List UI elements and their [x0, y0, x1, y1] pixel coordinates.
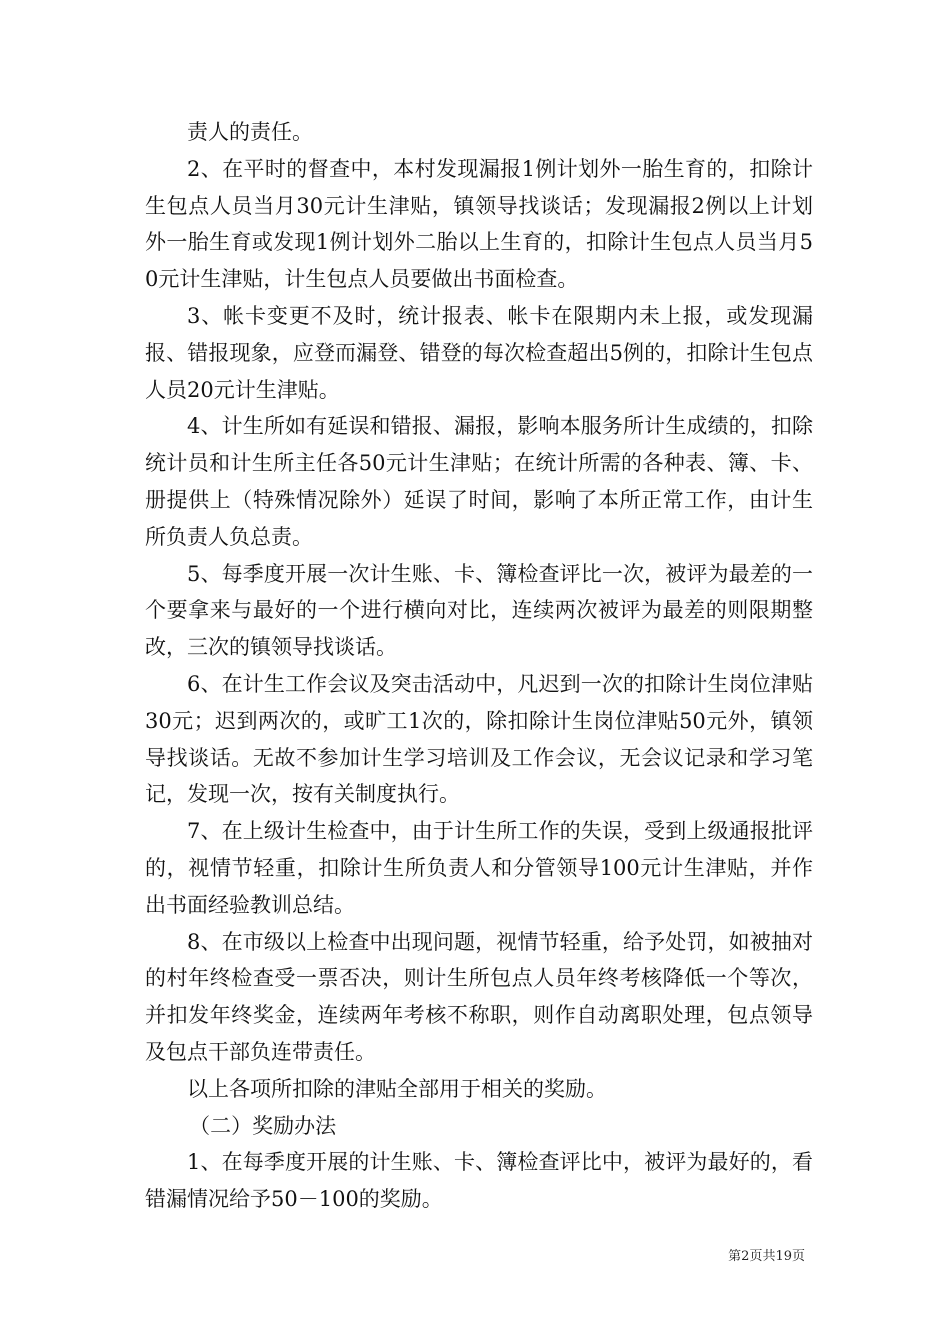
page-number-footer: 第2页共19页	[728, 1249, 805, 1264]
paragraph-item-3: 3、帐卡变更不及时，统计报表、帐卡在限期内未上报，或发现漏报、错报现象，应登而漏登、错登的每次检查超出5例的，扣除计生包点人员20元计生津贴。	[145, 303, 813, 402]
paragraph-item-4: 4、计生所如有延误和错报、漏报，影响本服务所计生成绩的，扣除统计员和计生所主任各50元计生津贴；在统计所需的各种表、簿、卡、册提供上（特殊情况除外）延误了时间，影响了本所正常工作，由计生所负责人负总责。	[145, 414, 813, 549]
section-heading-reward-methods: （二）奖励办法	[189, 1113, 337, 1138]
paragraph-responsibility-tail: 责人的责任。	[187, 120, 313, 144]
paragraph-reward-item-1: 1、在每季度开展的计生账、卡、簿检查评比中，被评为最好的，看错漏情况给予50－100的奖励。	[145, 1150, 813, 1212]
paragraph-item-6: 6、在计生工作会议及突击活动中，凡迟到一次的扣除计生岗位津贴30元；迟到两次的，或旷工1次的，除扣除计生岗位津贴50元外，镇领导找谈话。无故不参加计生学习培训及工作会议，无会议记录和学习笔记，发现一次，按有关制度执行。	[145, 671, 813, 807]
paragraph-deduction-usage: 以上各项所扣除的津贴全部用于相关的奖励。	[187, 1076, 607, 1101]
paragraph-item-8: 8、在市级以上检查中出现问题，视情节轻重，给予处罚，如被抽对的村年终检查受一票否决，则计生所包点人员年终考核降低一个等次，并扣发年终奖金，连续两年考核不称职，则作自动离职处理，包点领导及包点干部负连带责任。	[145, 929, 813, 1064]
paragraph-item-7: 7、在上级计生检查中，由于计生所工作的失误，受到上级通报批评的，视情节轻重，扣除计生所负责人和分管领导100元计生津贴，并作出书面经验教训总结。	[145, 819, 813, 917]
document-body	[145, 114, 813, 1218]
paragraph-item-2: 2、在平时的督查中，本村发现漏报1例计划外一胎生育的，扣除计生包点人员当月30元计生津贴，镇领导找谈话；发现漏报2例以上计划外一胎生育或发现1例计划外二胎以上生育的，扣除计生包点人员当月50元计生津贴，计生包点人员要做出书面检查。	[145, 156, 813, 292]
paragraph-item-5: 5、每季度开展一次计生账、卡、簿检查评比一次，被评为最差的一个要拿来与最好的一个进行横向对比，连续两次被评为最差的则限期整改，三次的镇领导找谈话。	[145, 561, 813, 660]
